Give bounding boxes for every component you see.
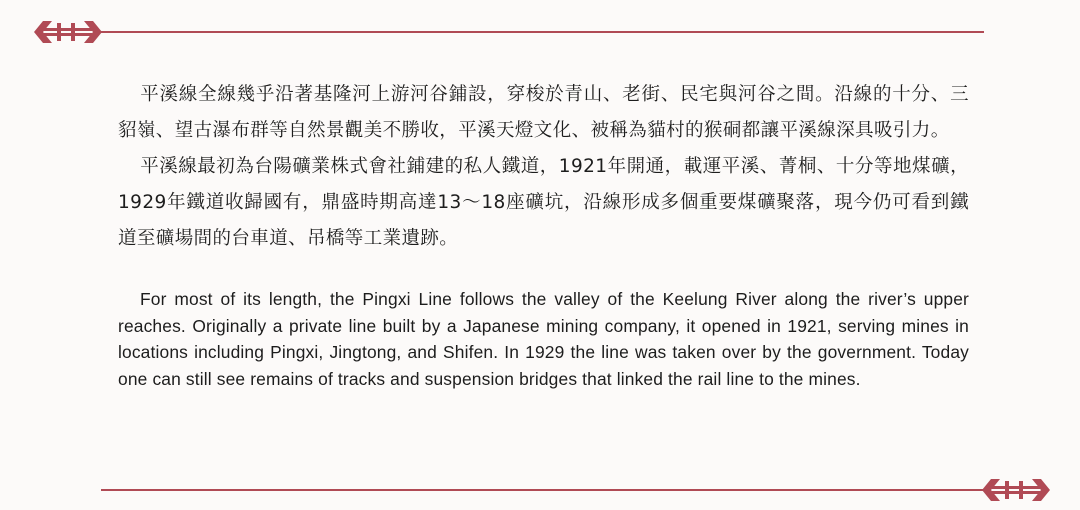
chinese-paragraph-2: 平溪線最初為台陽礦業株式會社鋪建的私人鐵道，1921年開通，載運平溪、菁桐、十分等地煤礦，1929年鐵道收歸國有，鼎盛時期高達13～18座礦坑，沿線形成多個重要煤礦聚落，現今仍可看到鐵道至礦場間的台車道、吊橋等工業遺跡。 bbox=[118, 156, 969, 249]
chinese-paragraph-1: 平溪線全線幾乎沿著基隆河上游河谷鋪設，穿梭於青山、老街、民宅與河谷之間。沿線的十分、三貂嶺、望古瀑布群等自然景觀美不勝收，平溪天燈文化、被稱為貓村的猴硐都讓平溪線深具吸引力。 bbox=[118, 84, 969, 141]
article-body bbox=[118, 77, 969, 392]
top-divider-line bbox=[96, 31, 984, 33]
rail-track-ornament-icon bbox=[34, 19, 102, 45]
english-paragraph: For most of its length, the Pingxi Line follows the valley of the Keelung River along the river’s upper reaches. Originally a private line built by a Japanese mining company, it opened in 1921, serving mines in locations including Pingxi, Jingtong, and Shifen. In 1929 the line was taken over by the government. Today one can still see remains of tracks and suspension bridges that linked the rail line to the mines. bbox=[118, 289, 969, 389]
rail-track-ornament-icon bbox=[982, 477, 1050, 503]
bottom-divider-line bbox=[101, 489, 991, 491]
